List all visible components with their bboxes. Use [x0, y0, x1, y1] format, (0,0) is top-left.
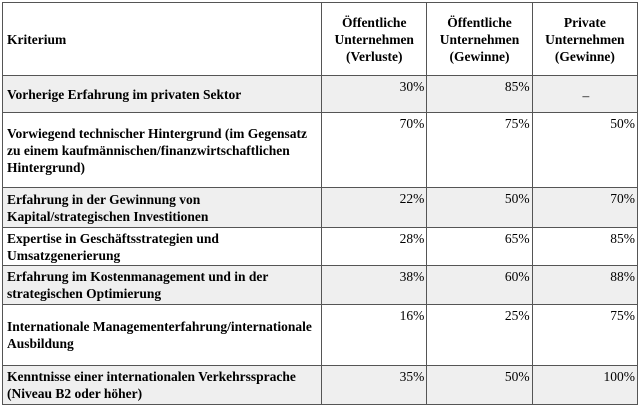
header-public-losses-line3: (Verluste)	[345, 48, 403, 64]
header-private-profits-line2: Unternehmen	[545, 31, 625, 47]
header-private-profits-line1: Private	[563, 14, 606, 30]
value-private-profits: 75%	[532, 305, 637, 366]
table-row	[3, 305, 638, 366]
table-row	[3, 113, 638, 188]
header-criterion: Kriterium	[3, 3, 322, 76]
table-row	[3, 266, 638, 305]
table-row	[3, 228, 638, 266]
criterion-cell: Internationale Managementerfahrung/internationale Ausbildung	[3, 305, 322, 366]
value-public-losses: 38%	[322, 266, 427, 305]
header-public-profits-line1: Öffentliche	[447, 14, 512, 30]
table-row	[3, 188, 638, 228]
table-row	[3, 366, 638, 405]
criteria-table	[2, 2, 638, 405]
value-private-profits: 88%	[532, 266, 637, 305]
value-private-profits: 100%	[532, 366, 637, 405]
value-private-profits: 70%	[532, 188, 637, 228]
header-public-losses	[322, 3, 427, 76]
header-private-profits	[532, 3, 637, 76]
value-public-profits: 60%	[427, 266, 532, 305]
header-public-profits	[427, 3, 532, 76]
value-public-profits: 65%	[427, 228, 532, 266]
value-public-losses: 35%	[322, 366, 427, 405]
criterion-cell: Kenntnisse einer internationalen Verkehrssprache (Niveau B2 oder höher)	[3, 366, 322, 405]
value-public-losses: 22%	[322, 188, 427, 228]
value-public-losses: 30%	[322, 76, 427, 113]
criterion-cell: Expertise in Geschäftsstrategien und Umsatzgenerierung	[3, 228, 322, 266]
header-public-profits-line2: Unternehmen	[439, 31, 520, 47]
value-public-profits: 50%	[427, 188, 532, 228]
header-private-profits-line3: (Gewinne)	[554, 48, 615, 64]
header-public-losses-line1: Öffentliche	[341, 14, 407, 30]
value-public-profits: 25%	[427, 305, 532, 366]
value-public-profits: 75%	[427, 113, 532, 188]
value-public-losses: 16%	[322, 305, 427, 366]
value-public-losses: 70%	[322, 113, 427, 188]
value-private-profits: 50%	[532, 113, 637, 188]
header-public-profits-line3: (Gewinne)	[449, 48, 510, 64]
table-row	[3, 76, 638, 113]
criterion-cell: Vorwiegend technischer Hintergrund (im Gegensatz zu einem kaufmännischen/finanzwirtschaftlichen Hintergrund)	[3, 113, 322, 188]
criterion-cell: Erfahrung im Kostenmanagement und in der strategischen Optimierung	[3, 266, 322, 305]
value-private-profits: –	[532, 76, 637, 113]
value-public-profits: 50%	[427, 366, 532, 405]
criterion-cell: Vorherige Erfahrung im privaten Sektor	[3, 76, 322, 113]
value-private-profits: 85%	[532, 228, 637, 266]
criterion-cell: Erfahrung in der Gewinnung von Kapital/strategischen Investitionen	[3, 188, 322, 228]
header-row	[3, 3, 638, 76]
value-public-losses: 28%	[322, 228, 427, 266]
value-public-profits: 85%	[427, 76, 532, 113]
header-public-losses-line2: Unternehmen	[334, 31, 414, 47]
